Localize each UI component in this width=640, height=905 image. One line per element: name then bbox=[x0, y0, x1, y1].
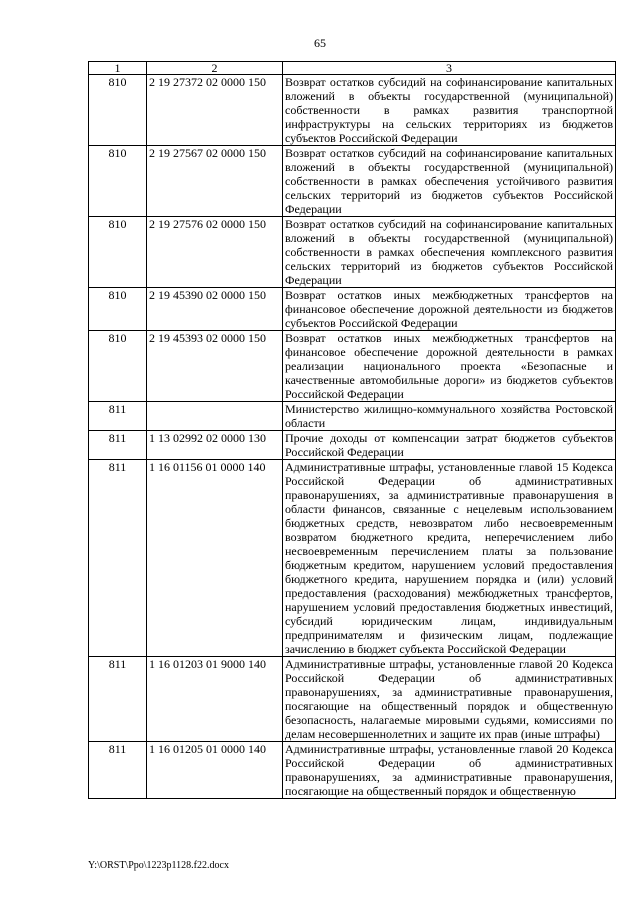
table-row bbox=[89, 331, 616, 402]
description-cell: Административные штрафы, установленные главой 20 Кодекса Российской Федерации об административных правонарушениях, за административные правонарушения, посягающие на общественный порядок и общественную bbox=[283, 742, 616, 799]
budget-code-cell: 2 19 45390 02 0000 150 bbox=[147, 288, 283, 331]
page-number: 65 bbox=[314, 36, 326, 50]
budget-code-cell: 2 19 27372 02 0000 150 bbox=[147, 75, 283, 146]
description-cell: Возврат остатков субсидий на софинансирование капитальных вложений в объекты государственной (муниципальной) собственности в рамках обеспечения устойчивого развития сельских территорий из бюджетов субъектов Российской Федерации bbox=[283, 146, 616, 217]
budget-code-cell: 1 13 02992 02 0000 130 bbox=[147, 431, 283, 460]
description-cell: Министерство жилищно-коммунального хозяйства Ростовской области bbox=[283, 402, 616, 431]
budget-classification-table bbox=[88, 61, 616, 799]
table-row bbox=[89, 146, 616, 217]
budget-code-cell: 1 16 01156 01 0000 140 bbox=[147, 460, 283, 657]
table-row bbox=[89, 75, 616, 146]
description-cell: Возврат остатков иных межбюджетных трансфертов на финансовое обеспечение дорожной деятельности из бюджетов субъектов Российской Федерации bbox=[283, 288, 616, 331]
table-row bbox=[89, 288, 616, 331]
budget-code-cell: 2 19 27567 02 0000 150 bbox=[147, 146, 283, 217]
table-body bbox=[89, 75, 616, 799]
column-header-admin: 1 bbox=[89, 62, 147, 75]
description-cell: Возврат остатков субсидий на софинансирование капитальных вложений в объекты государственной (муниципальной) собственности в рамках обеспечения комплексного развития сельских территорий из бюджетов субъектов Российской Федерации bbox=[283, 217, 616, 288]
admin-code-cell: 811 bbox=[89, 402, 147, 431]
description-cell: Возврат остатков субсидий на софинансирование капитальных вложений в объекты государственной (муниципальной) собственности в рамках развития транспортной инфраструктуры на сельских территориях из бюджетов субъектов Российской Федерации bbox=[283, 75, 616, 146]
budget-code-cell: 1 16 01205 01 0000 140 bbox=[147, 742, 283, 799]
admin-code-cell: 811 bbox=[89, 460, 147, 657]
budget-code-cell: 2 19 45393 02 0000 150 bbox=[147, 331, 283, 402]
column-header-description: 3 bbox=[283, 62, 616, 75]
table-row bbox=[89, 742, 616, 799]
admin-code-cell: 811 bbox=[89, 742, 147, 799]
table-row bbox=[89, 402, 616, 431]
admin-code-cell: 810 bbox=[89, 146, 147, 217]
description-cell: Возврат остатков иных межбюджетных трансфертов на финансовое обеспечение дорожной деятельности в рамках реализации национального проекта «Безопасные и качественные автомобильные дороги» из бюджетов субъектов Российской Федерации bbox=[283, 331, 616, 402]
admin-code-cell: 810 bbox=[89, 331, 147, 402]
table-row bbox=[89, 431, 616, 460]
table-row bbox=[89, 657, 616, 742]
description-cell: Прочие доходы от компенсации затрат бюджетов субъектов Российской Федерации bbox=[283, 431, 616, 460]
table-row bbox=[89, 217, 616, 288]
description-cell: Административные штрафы, установленные главой 15 Кодекса Российской Федерации об административных правонарушениях, за административные правонарушения в области финансов, связанные с нецелевым использованием бюджетных средств, невозвратом либо несвоевременным возвратом бюджетного кредита, неперечислением либо несвоевременным перечислением платы за пользование бюджетным кредитом, нарушением условий предоставления бюджетного кредита, нарушением порядка и (или) условий предоставления (расходования) межбюджетных трансфертов, нарушением условий предоставления бюджетных инвестиций, субсидий юридическим лицам, индивидуальным предпринимателям и физическим лицам, подлежащие зачислению в бюджет субъекта Российской Федерации bbox=[283, 460, 616, 657]
admin-code-cell: 811 bbox=[89, 431, 147, 460]
budget-code-cell: 2 19 27576 02 0000 150 bbox=[147, 217, 283, 288]
budget-code-cell: 1 16 01203 01 9000 140 bbox=[147, 657, 283, 742]
table-row bbox=[89, 460, 616, 657]
description-cell: Административные штрафы, установленные главой 20 Кодекса Российской Федерации об административных правонарушениях, за административные правонарушения, посягающие на общественный порядок и общественную безопасность, налагаемые мировыми судьями, комиссиями по делам несовершеннолетних и защите их прав (иные штрафы) bbox=[283, 657, 616, 742]
admin-code-cell: 810 bbox=[89, 217, 147, 288]
table-header-row bbox=[89, 62, 616, 75]
column-header-code: 2 bbox=[147, 62, 283, 75]
budget-code-cell bbox=[147, 402, 283, 431]
admin-code-cell: 811 bbox=[89, 657, 147, 742]
file-path-footer: Y:\ORST\Ppo\1223p1128.f22.docx bbox=[88, 860, 229, 871]
admin-code-cell: 810 bbox=[89, 75, 147, 146]
admin-code-cell: 810 bbox=[89, 288, 147, 331]
